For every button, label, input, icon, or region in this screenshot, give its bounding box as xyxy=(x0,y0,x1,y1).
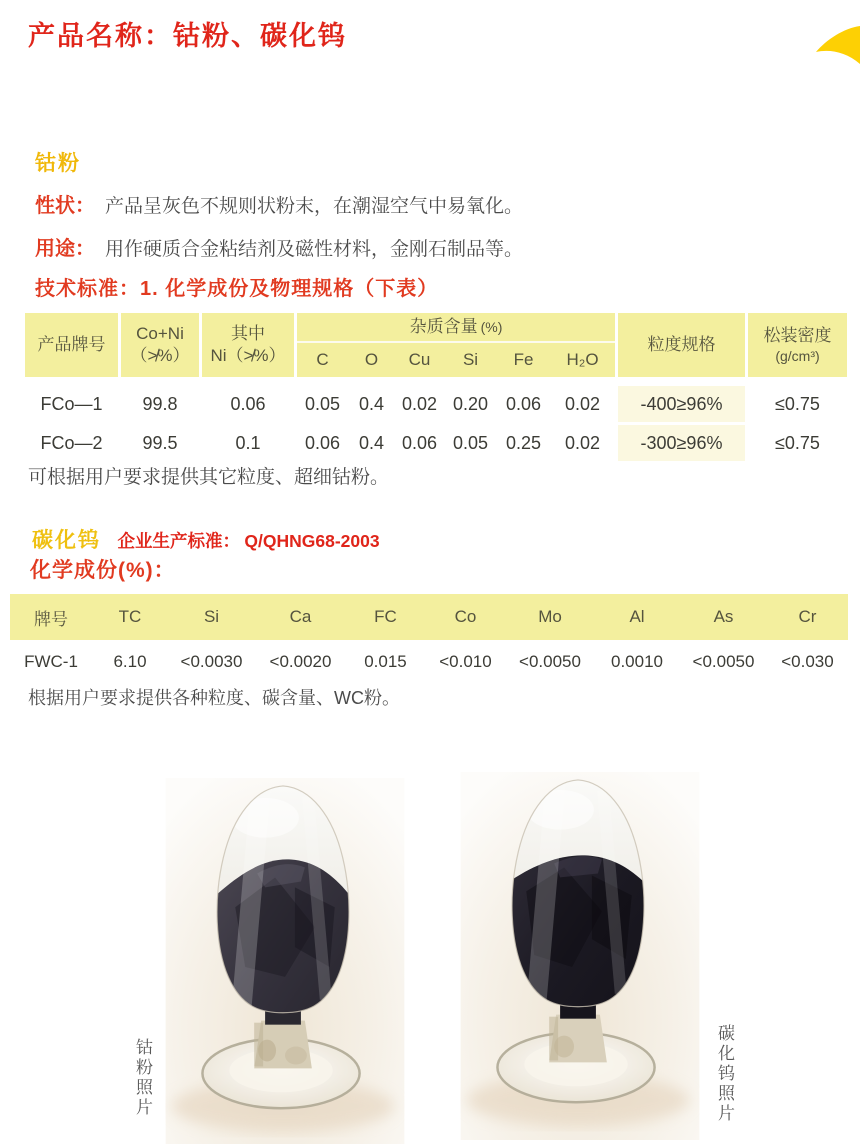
cobalt-note: 可根据用户要求提供其它粒度、超细钴粉。 xyxy=(28,467,390,488)
header-cr: Cr xyxy=(798,607,817,626)
cell-cu: 0.02 xyxy=(401,393,438,414)
carbide-table-header-row xyxy=(10,594,848,640)
cell-mo: <0.0050 xyxy=(519,652,581,671)
cell-impurities xyxy=(297,386,615,422)
carbide-spec-table xyxy=(10,594,848,681)
cell-particle: -300≥96% xyxy=(618,425,745,461)
cell-c: 0.05 xyxy=(304,393,341,414)
subheader-si: Si xyxy=(462,349,479,369)
properties-label: 性状： xyxy=(35,195,95,217)
table-row xyxy=(25,386,847,422)
cobalt-powder-photo xyxy=(165,778,405,1144)
header-co-ni-top: Co+Ni xyxy=(136,323,184,343)
cobalt-section-title: 钴粉 xyxy=(35,152,81,175)
carbide-section-line xyxy=(32,524,380,554)
cell-c: 0.06 xyxy=(304,432,341,453)
cobalt-spec-table xyxy=(25,313,847,461)
cell-co: <0.010 xyxy=(439,652,492,671)
impurity-subheaders xyxy=(297,343,615,377)
cell-al: 0.0010 xyxy=(611,652,663,671)
cobalt-standard-line xyxy=(35,272,438,301)
cell-fc: 0.015 xyxy=(364,652,407,671)
header-density-top: 松装密度 xyxy=(763,325,832,345)
cell-cu: 0.06 xyxy=(401,432,438,453)
usage-text: 用作硬质合金粘结剂及磁性材料，金刚石制品等。 xyxy=(105,239,524,260)
header-brand: 产品牌号 xyxy=(25,313,118,377)
header-grade: 牌号 xyxy=(34,609,68,629)
corner-decoration-icon xyxy=(816,24,860,66)
cell-si: 0.20 xyxy=(452,393,489,414)
cell-fe: 0.25 xyxy=(505,432,542,453)
header-ni-top: 其中 xyxy=(231,323,265,343)
header-impurity-group xyxy=(297,313,615,377)
header-particle: 粒度规格 xyxy=(618,313,745,377)
usage-label: 用途： xyxy=(35,238,95,260)
impurity-label: 杂质含量 xyxy=(409,316,478,336)
cobalt-table-header-row xyxy=(25,313,847,377)
header-ni xyxy=(202,313,294,377)
cell-h2o: 0.02 xyxy=(564,432,601,453)
cell-fe: 0.06 xyxy=(505,393,542,414)
cobalt-usage-line xyxy=(35,232,523,261)
cell-ni: 0.06 xyxy=(230,393,266,414)
cell-ca: <0.0020 xyxy=(269,652,332,671)
cell-si: <0.0030 xyxy=(180,652,243,671)
cell-o: 0.4 xyxy=(358,432,385,453)
table-row xyxy=(25,425,847,461)
carbide-section-title: 碳化钨 xyxy=(32,529,101,552)
cell-density: ≤0.75 xyxy=(775,432,820,453)
carbide-standard-label: 企业生产标准： xyxy=(117,531,240,551)
carbide-composition-label: 化学成份(%)： xyxy=(30,559,176,582)
cell-grade: FWC-1 xyxy=(24,652,78,671)
cell-co-ni: 99.8 xyxy=(142,393,178,414)
cell-brand: FCo—1 xyxy=(40,393,103,414)
impurity-unit: (%) xyxy=(480,318,503,335)
carbide-photo-caption: 碳化钨照片 xyxy=(715,1024,734,1124)
header-co: Co xyxy=(454,607,477,626)
header-ni-bottom: Ni（≯%） xyxy=(210,346,286,365)
header-tc: TC xyxy=(118,607,142,626)
header-ca: Ca xyxy=(289,607,312,626)
header-impurity-title xyxy=(297,313,615,341)
cell-h2o: 0.02 xyxy=(564,393,601,414)
table-row xyxy=(10,643,848,681)
carbide-note: 根据用户要求提供各种粒度、碳含量、WC粉。 xyxy=(28,688,400,708)
page-title: 产品名称：钴粉、碳化钨 xyxy=(28,21,347,51)
cell-o: 0.4 xyxy=(358,393,385,414)
header-as: As xyxy=(713,607,734,626)
header-fc: FC xyxy=(374,607,397,626)
cobalt-properties-line xyxy=(35,189,523,218)
cell-brand: FCo—2 xyxy=(40,432,103,453)
cell-tc: 6.10 xyxy=(113,652,147,671)
cell-si: 0.05 xyxy=(452,432,489,453)
tungsten-carbide-photo xyxy=(460,772,700,1140)
header-density-unit: (g/cm³) xyxy=(775,347,820,364)
standard-label: 技术标准： xyxy=(35,278,140,300)
header-al: Al xyxy=(629,607,645,626)
cell-ni: 0.1 xyxy=(235,432,261,453)
header-mo: Mo xyxy=(538,607,562,626)
cell-co-ni: 99.5 xyxy=(142,432,178,453)
cell-density: ≤0.75 xyxy=(775,393,820,414)
cell-cr: <0.030 xyxy=(781,652,834,671)
header-si: Si xyxy=(203,607,220,626)
carbide-standard-value: Q/QHNG68-2003 xyxy=(244,531,380,551)
subheader-fe: Fe xyxy=(513,349,534,369)
cobalt-photo-caption: 钴粉照片 xyxy=(133,1038,152,1118)
header-co-ni xyxy=(121,313,199,377)
subheader-cu: Cu xyxy=(408,349,431,369)
standard-text: 1. 化学成份及物理规格（下表） xyxy=(140,278,439,300)
subheader-h2o: H₂O xyxy=(566,349,599,369)
subheader-o: O xyxy=(364,349,379,369)
properties-text: 产品呈灰色不规则状粉末，在潮湿空气中易氧化。 xyxy=(105,196,524,217)
header-density xyxy=(748,313,847,377)
cell-as: <0.0050 xyxy=(692,652,755,671)
subheader-c: C xyxy=(316,349,329,369)
cell-particle: -400≥96% xyxy=(618,386,745,422)
header-co-ni-unit: （≯%） xyxy=(130,346,190,365)
cell-impurities xyxy=(297,425,615,461)
